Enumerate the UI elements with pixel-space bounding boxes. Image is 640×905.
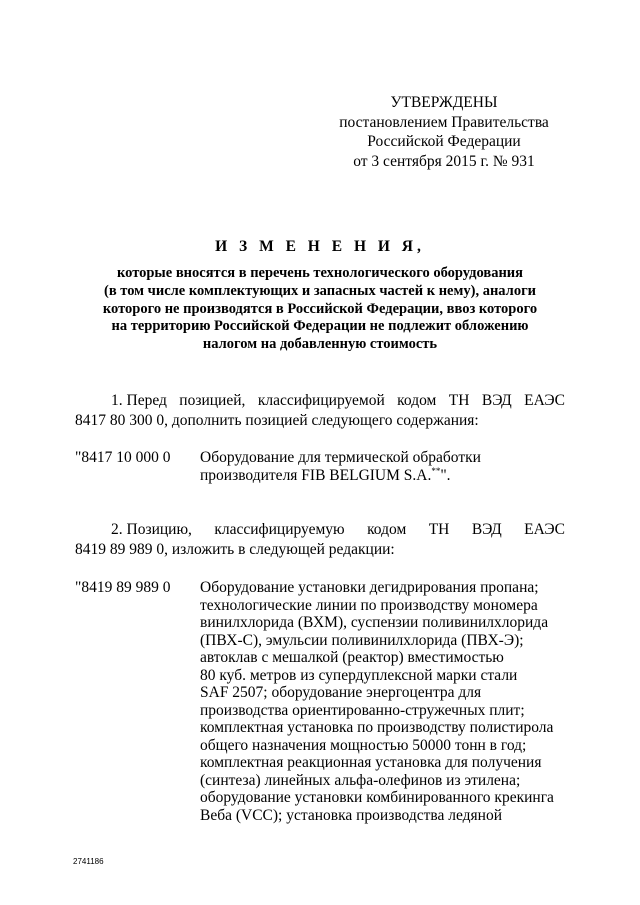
approval-line: постановлением Правительства [339,113,549,131]
desc-line: 80 куб. метров из супердуплексной марки стали [200,666,518,684]
item-2-intro-line-2: 8419 89 989 0, изложить в следующей редакции: [75,540,395,558]
approval-date-number: от 3 сентября 2015 г. № 931 [353,152,535,170]
approval-line: Российской Федерации [367,133,521,150]
item-2-description [200,579,560,824]
subtitle-line: которого не производятся в Российской Федерации, ввоз которого [102,300,538,317]
desc-line: винилхлорида (ВХМ), суспензии поливинилхлорида [200,614,549,631]
desc-line: комплектная установка по производству полистирола [200,719,554,736]
item-1-description: Оборудование для термической обработки производителя FIB BELGIUM S.A.**". [200,449,481,484]
subtitle-line: (в том числе комплектующих и запасных частей к нему), аналоги [103,282,537,299]
desc-line: (синтеза) линейных альфа-олефинов из этилена; [200,771,521,789]
approval-title: УТВЕРЖДЕНЫ [390,94,498,111]
subtitle-line: которые вносятся в перечень технологического оборудования [116,265,524,281]
document-title: И З М Е Н Е Н И Я, [215,238,425,255]
subtitle-line: на территорию Российской Федерации не подлежит обложению [111,318,529,335]
desc-line: автоклав с мешалкой (реактор) вместимостью [200,649,504,666]
desc-line: общего назначения мощностью 50000 тонн в год; [200,736,527,754]
desc-line: Оборудование установки дегидрирования пропана; [200,579,539,596]
desc-line: SAF 2507; оборудование энергоцентра для [200,684,482,701]
desc-line: производства ориентированно-стружечных плит; [200,701,525,719]
item-1-intro-line-2: 8417 80 300 0, дополнить позицией следующего содержания: [75,411,479,429]
desc-line: комплектная реакционная установка для получения [200,754,542,771]
item-2-code: "8419 89 989 0 [75,579,171,596]
subtitle-line: налогом на добавленную стоимость [202,336,438,353]
item-1-intro-line: 1. Перед позицией, классифицируемой кодом ТН ВЭД ЕАЭС [111,392,565,409]
item-1-code: "8417 10 000 0 [75,449,171,466]
desc-line: Веба (VCC); установка производства ледяной [200,806,503,824]
approval-block [330,93,558,171]
desc-line: оборудование установки комбинированного крекинга [200,789,554,806]
item-2-paragraph [75,520,565,559]
document-id: 2741186 [73,857,104,866]
footnote-marker: ** [431,465,441,476]
document-subtitle [70,265,570,354]
desc-line: (ПВХ-С), эмульсии поливинилхлорида (ПВХ-Э); [200,631,524,649]
item-1-paragraph [75,391,565,430]
item-2-intro-line: 2. Позицию, классифицируемую кодом ТН ВЭД ЕАЭС [111,521,565,538]
desc-line: технологические линии по производству мономера [200,596,538,614]
